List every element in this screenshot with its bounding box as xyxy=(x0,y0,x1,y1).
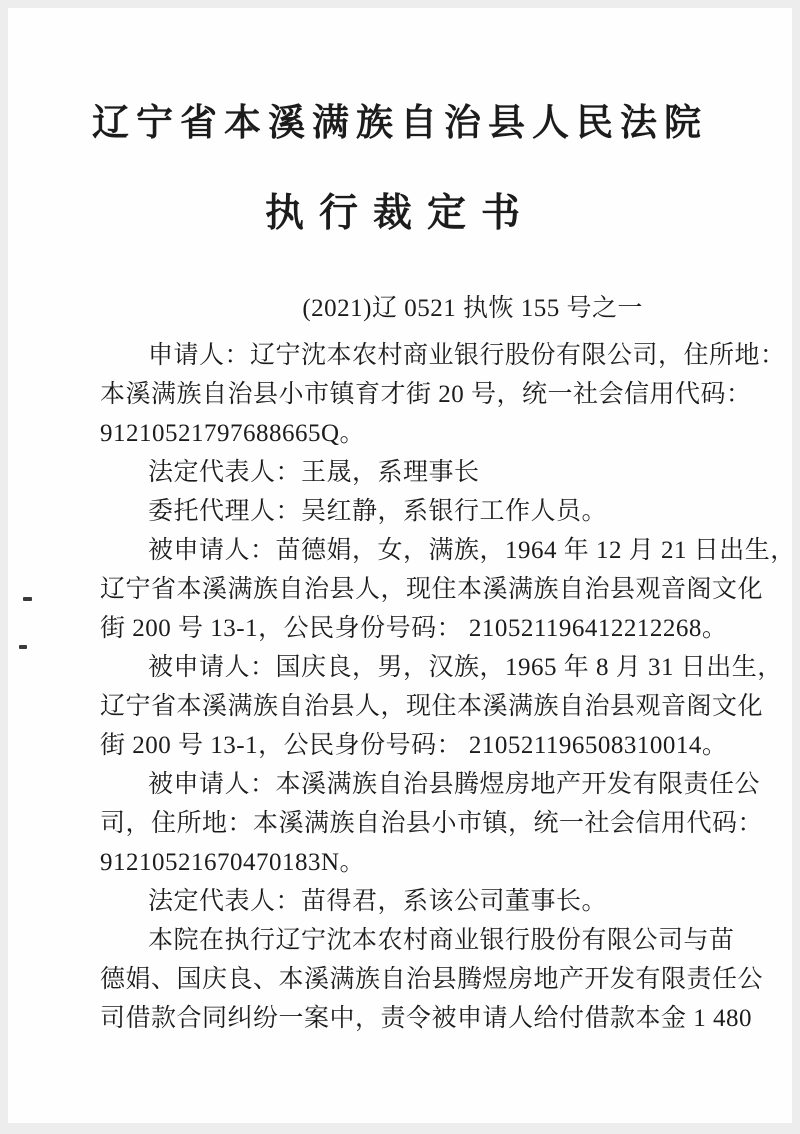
scan-speck xyxy=(23,597,32,601)
document-line: 本院在执行辽宁沈本农村商业银行股份有限公司与苗 xyxy=(148,927,735,954)
document-line: 街 200 号 13-1，公民身份号码： 210521196412212268。 xyxy=(100,615,728,642)
case-number: (2021)辽 0521 执恢 155 号之一 xyxy=(302,295,643,322)
document-line: 申请人：辽宁沈本农村商业银行股份有限公司，住所地： xyxy=(148,342,786,369)
document-line: 91210521797688665Q。 xyxy=(100,420,366,447)
document-title-heading: 执行裁定书 xyxy=(264,192,535,235)
document-page xyxy=(8,8,796,1123)
document-line: 被申请人：本溪满族自治县腾煜房地产开发有限责任公 xyxy=(148,771,761,798)
document-line: 本溪满族自治县小市镇育才街 20 号，统一社会信用代码： xyxy=(100,381,752,408)
scan-speck xyxy=(19,645,27,649)
document-line: 法定代表人：苗得君，系该公司董事长。 xyxy=(148,888,608,915)
document-line: 德娟、国庆良、本溪满族自治县腾煜房地产开发有限责任公 xyxy=(100,966,764,993)
document-line: 被申请人：苗德娟，女，满族，1964 年 12 月 21 日出生， xyxy=(148,537,796,564)
document-line: 辽宁省本溪满族自治县人，现住本溪满族自治县观音阁文化 xyxy=(100,576,764,603)
document-line: 司，住所地：本溪满族自治县小市镇，统一社会信用代码： xyxy=(100,810,764,837)
document-line: 91210521670470183N。 xyxy=(100,849,366,876)
document-body xyxy=(100,336,796,1038)
document-line: 委托代理人：吴红静，系银行工作人员。 xyxy=(148,498,608,525)
document-line: 辽宁省本溪满族自治县人，现住本溪满族自治县观音阁文化 xyxy=(100,693,764,720)
document-line: 街 200 号 13-1，公民身份号码： 210521196508310014。 xyxy=(100,732,728,759)
document-line: 法定代表人：王晟，系理事长 xyxy=(148,459,480,486)
court-name-heading: 辽宁省本溪满族自治县人民法院 xyxy=(92,103,708,144)
document-line: 司借款合同纠纷一案中，责令被申请人给付借款本金 1 480 xyxy=(100,1005,753,1032)
document-line: 被申请人：国庆良，男，汉族，1965 年 8 月 31 日出生， xyxy=(148,654,783,681)
